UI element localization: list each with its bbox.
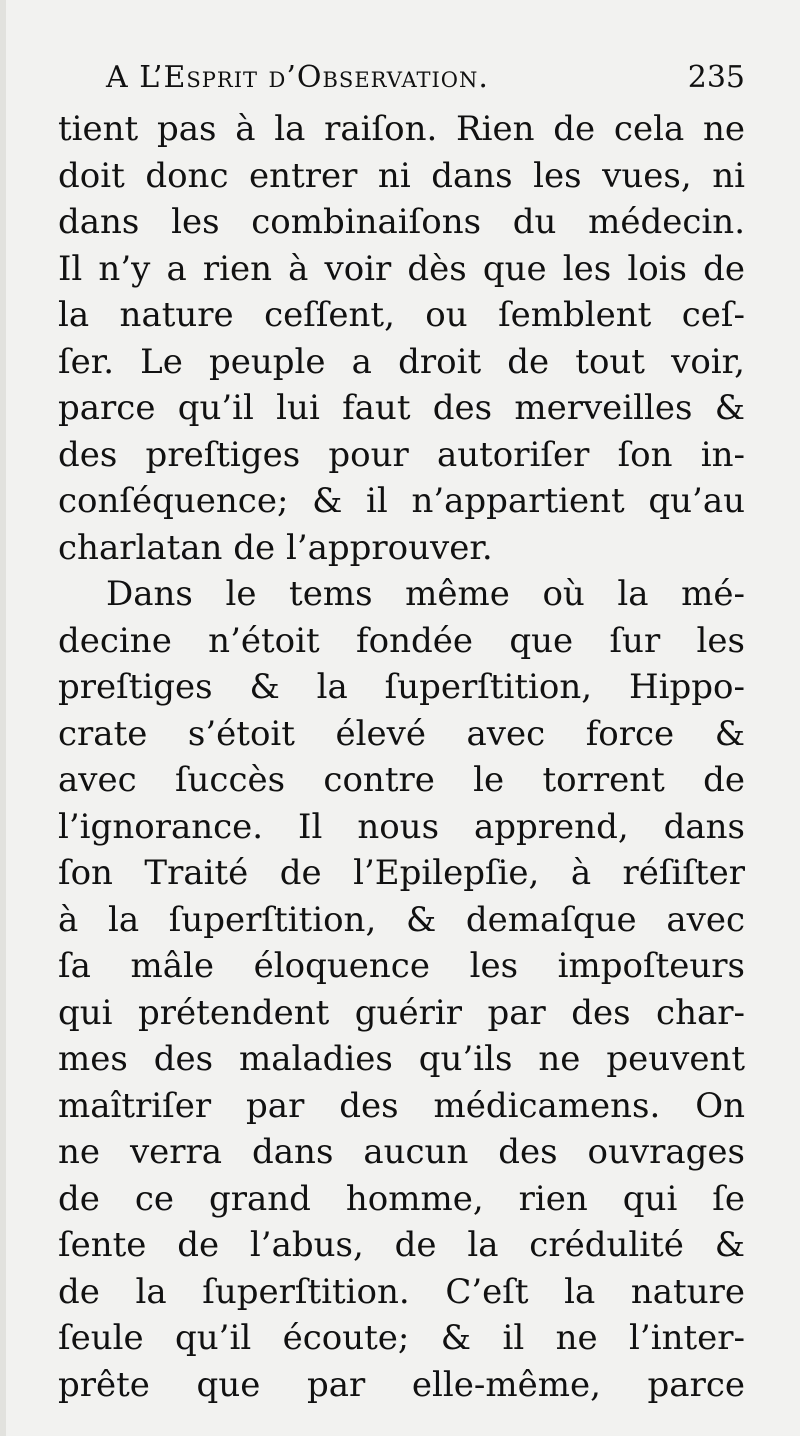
text-line: charlatan de l’approuver.: [58, 527, 493, 568]
text-line: ſon Traité de l’Epilepſie, à réſiſter: [58, 853, 745, 893]
text-line: dans les combinaiſons du médecin.: [58, 202, 745, 242]
text-line: qui prétendent guérir par des char-: [58, 992, 745, 1033]
text-line: la nature ceſſent, ou ſemblent ceſ-: [58, 295, 745, 335]
text-line: des preſtiges pour autoriſer ſon in-: [58, 434, 745, 475]
text-line: à la ſuperſtition, & demaſque avec: [58, 899, 745, 940]
text-line: ne verra dans aucun des ouvrages: [58, 1132, 745, 1172]
text-line: mes des maladies qu’ils ne peuvent: [58, 1039, 745, 1079]
page-number: 235: [687, 60, 745, 95]
text-line: crate s’étoit élevé avec force &: [58, 713, 745, 754]
running-head: [58, 50, 745, 106]
text-line: doit donc entrer ni dans les vues, ni: [58, 155, 745, 196]
body-text: [58, 106, 745, 1408]
text-line: maîtriſer par des médicamens. On: [58, 1085, 745, 1126]
text-line: conſéquence; & il n’appartient qu’au: [58, 481, 745, 521]
running-head-title: A L’Esprit d’Observation.: [106, 60, 489, 95]
text-line: prête que par elle-même, parce: [58, 1364, 745, 1405]
text-line: Dans le tems même où la mé-: [106, 574, 745, 614]
text-line: ſeule qu’il écoute; & il ne l’inter-: [58, 1318, 745, 1358]
text-line: de ce grand homme, rien qui ſe: [58, 1178, 745, 1219]
text-line: parce qu’il lui faut des merveilles &: [58, 388, 745, 428]
text-line: ſer. Le peuple a droit de tout voir,: [58, 341, 745, 382]
text-line: Il n’y a rien à voir dès que les lois de: [58, 248, 745, 289]
text-line: decine n’étoit fondée que ſur les: [58, 620, 745, 661]
text-line: avec ſuccès contre le torrent de: [58, 760, 745, 800]
text-line: tient pas à la raiſon. Rien de cela ne: [58, 109, 745, 149]
text-line: de la ſuperſtition. C’eſt la nature: [58, 1271, 745, 1312]
text-line: preſtiges & la ſuperſtition, Hippo-: [58, 667, 745, 707]
text-line: ſente de l’abus, de la crédulité &: [58, 1225, 745, 1265]
text-line: l’ignorance. Il nous apprend, dans: [58, 806, 745, 847]
text-line: ſa mâle éloquence les impoſteurs: [58, 946, 745, 986]
